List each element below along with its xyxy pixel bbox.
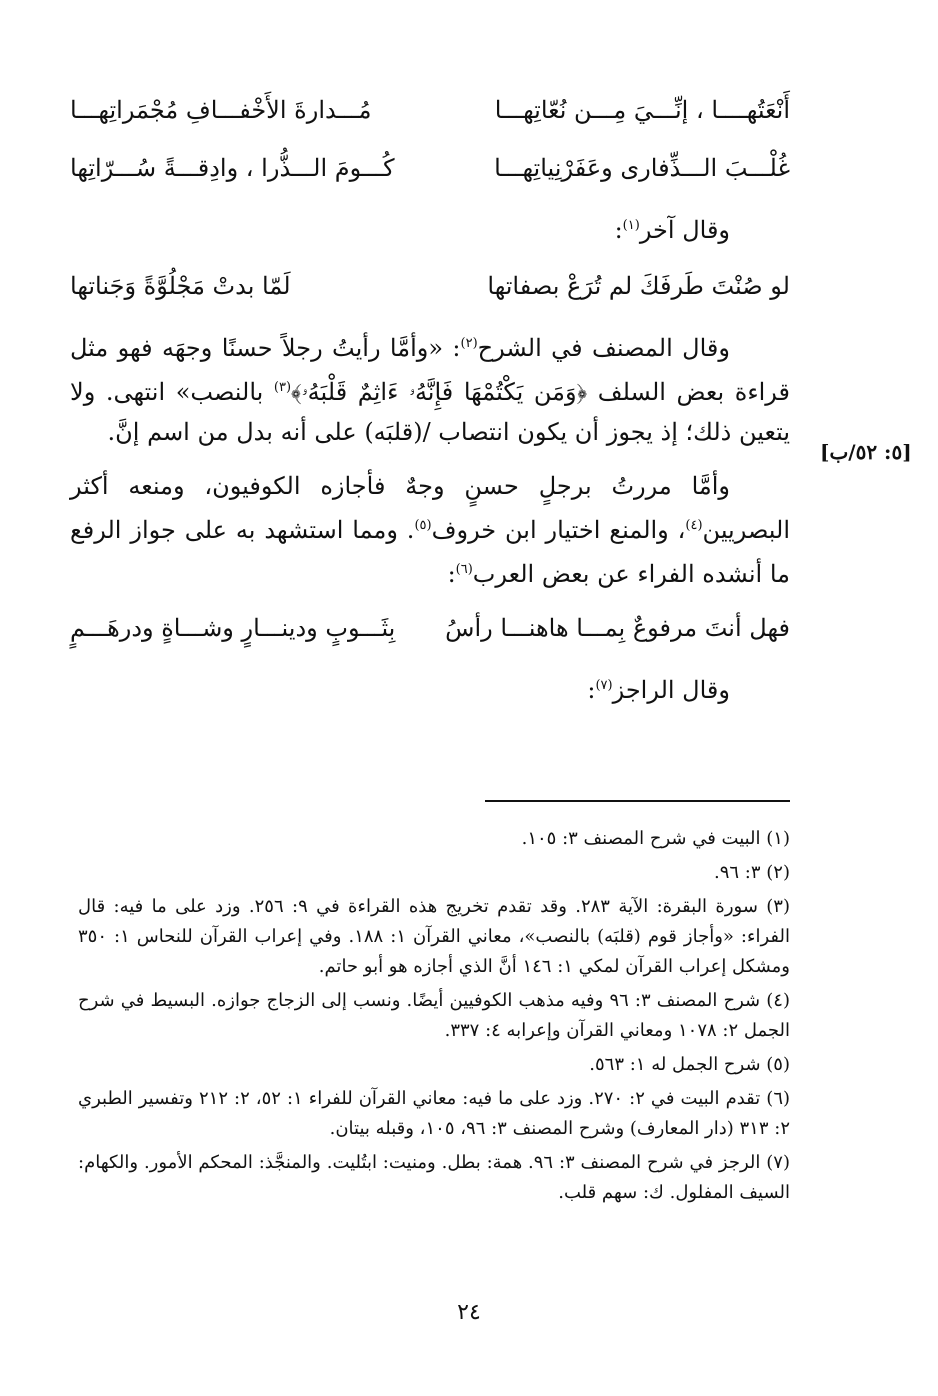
verse-line-2 — [70, 148, 790, 206]
footnote-ref: (٥) — [414, 518, 432, 533]
verse-hemistich-left: بِثَـــوبٍ ودينـــارٍ وشـــاةٍ ودرهَـــمٍ — [70, 614, 396, 642]
footnote-ref: (١) — [622, 218, 640, 233]
verse-intro-2 — [70, 666, 790, 726]
verse-hemistich-right: لو صُنْتَ طَرفَكَ لم تُرَعْ بصفاتها — [487, 272, 790, 300]
para-text: : «وأمَّا رأيتُ رجلاً حسنًا وجهَه فهو مثل قراءة بعض السلف ﴿وَمَن يَكْتُمْهَا فَإِنَّهُۥ ءَاثِمٌ قَلْبَهُۥ﴾ — [70, 334, 790, 406]
footnote-4: (٤) شرح المصنف ٣: ٩٦ وفيه مذهب الكوفيين أيضًا. ونسب إلى الزجاج جوازه. البسيط في شرح الجمل ٢: ١٠٧٨ ومعاني القرآن وإعرابه ٤: ٣٣٧. — [78, 990, 790, 1041]
paragraph-2 — [70, 466, 790, 594]
main-text — [70, 90, 790, 726]
para-text: وأمَّا مررتُ برجلٍ حسنٍ وجهٌ فأجازه الكوفيون، ومنعه أكثر البصريين — [70, 472, 791, 544]
footnote-5: (٥) شرح الجمل له ١: ٥٦٣. — [589, 1054, 790, 1075]
verse-hemistich-right: غُلْـــبَ الـــذِّفارى وعَفَرْنِياتِهـــا — [494, 154, 790, 182]
verse-hemistich-right: فهل أنتَ مرفوعٌ بِمـــا هاهنـــا رأسُ — [445, 614, 790, 642]
footnotes — [78, 820, 790, 1212]
para-text: بالنصب» انتهى. ولا يتعين ذلك؛ إذ يجوز أن يكون انتصاب /(قلبَه) على أنه بدل من اسم إنَّ. — [70, 378, 790, 446]
footnote-ref: (٧) — [595, 678, 613, 693]
verse-hemistich-left: مُـــدارةَ الأَخْفـــافِ مُجْمَراتِهـــا — [70, 96, 372, 124]
paragraph-1 — [70, 324, 790, 452]
intro-colon: : — [587, 676, 596, 704]
verse-line-1 — [70, 90, 790, 148]
verse-intro-1 — [70, 206, 790, 266]
footnote-ref: (٢) — [460, 336, 478, 351]
para-text: ، والمنع اختيار ابن خروف — [431, 516, 686, 544]
verse-line-4 — [70, 608, 790, 666]
footnote-7: (٧) الرجز في شرح المصنف ٣: ٩٦. همة: بطل. ومنيت: ابتُليت. والمنجَّذ: المحكم الأمور. والكهام: السيف المفلول. ك: سهم قلب. — [78, 1152, 790, 1203]
intro-colon: : — [614, 216, 623, 244]
footnote-6: (٦) تقدم البيت في ٢: ٢٧٠. وزد على ما فيه: معاني القرآن للفراء ١: ٥٢، ٢: ٢١٢ وتفسير الطبري ٢: ٣١٣ (دار المعارف) وشرح المصنف ٣: ٩٦، ١٠٥، وقبله بيتان. — [78, 1088, 791, 1139]
page-number: ٢٤ — [457, 1300, 481, 1325]
footnote-ref: (٤) — [685, 518, 703, 533]
footnote-2: (٢) ٣: ٩٦. — [714, 862, 790, 883]
footnote-1: (١) البيت في شرح المصنف ٣: ١٠٥. — [521, 828, 790, 849]
verse-hemistich-left: كُـــومَ الـــذُّرا ، وادِقـــةً سُـــرّاتِها — [70, 154, 395, 182]
footnote-ref: (٣) — [273, 380, 292, 395]
verse-hemistich-left: لَمّا بدتْ مَجْلُوَّةً وَجَناتها — [70, 272, 291, 300]
verse-line-3 — [70, 266, 790, 324]
intro-text: وقال آخر — [639, 216, 730, 244]
para-text: وقال المصنف في الشرح — [477, 334, 730, 362]
footnote-separator — [485, 800, 790, 802]
para-text: . ومما استشهد به على جواز الرفع ما أنشده الفراء عن بعض العرب — [70, 516, 790, 588]
manuscript-folio-marker: [٥: ٥٢/ب] — [820, 440, 912, 464]
verse-hemistich-right: أَنْعَتُهــــا ، إنِّـــيَ مِـــن نُعّاتِهـــا — [494, 96, 790, 124]
intro-text: وقال الراجز — [612, 676, 730, 704]
para-text: : — [447, 560, 456, 588]
footnote-3: (٣) سورة البقرة: الآية ٢٨٣. وقد تقدم تخريج هذه القراءة في ٩: ٢٥٦. وزد على ما فيه: قال الفراء: «وأجاز قوم (قلبَه) بالنصب»، معاني القرآن ١: ١٨٨. وفي إعراب القرآن للنحاس ١: ٣٥٠ ومشكل إعراب القرآن لمكي ١: ١٤٦ أنَّ الذي أجازه هو أبو حاتم. — [78, 896, 790, 977]
footnote-ref: (٦) — [455, 562, 473, 577]
